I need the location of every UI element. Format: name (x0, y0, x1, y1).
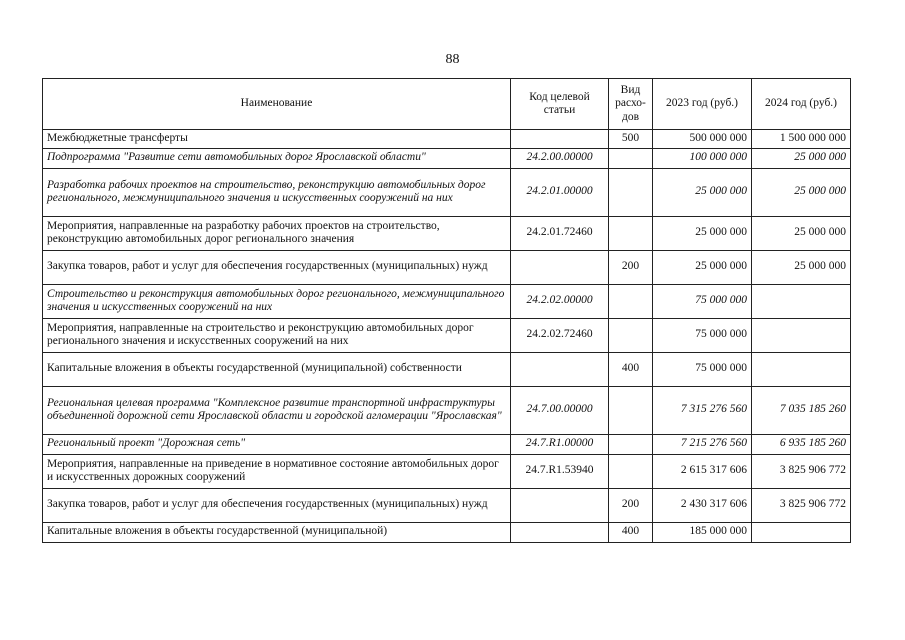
row-year-2024-cell (752, 352, 851, 386)
row-code-cell: 24.7.R1.53940 (511, 454, 609, 488)
row-name-cell: Мероприятия, направленные на строительство и реконструкцию автомобильных дорог регионального значения и искусственных сооружений на них (43, 318, 511, 352)
header-type: Вид расхо-дов (609, 79, 653, 130)
row-year-2024-cell (752, 522, 851, 542)
row-year-2023-cell: 2 615 317 606 (653, 454, 752, 488)
row-code-cell: 24.2.01.72460 (511, 216, 609, 250)
row-year-2023-cell: 185 000 000 (653, 522, 752, 542)
table-row (43, 434, 851, 454)
row-year-2023-cell: 75 000 000 (653, 318, 752, 352)
header-year-2023: 2023 год (руб.) (653, 79, 752, 130)
row-year-2024-cell: 25 000 000 (752, 148, 851, 168)
row-year-2023-cell: 7 215 276 560 (653, 434, 752, 454)
row-year-2024-cell (752, 284, 851, 318)
table-row (43, 522, 851, 542)
row-code-cell: 24.7.00.00000 (511, 386, 609, 434)
row-code-cell (511, 352, 609, 386)
row-year-2024-cell: 1 500 000 000 (752, 130, 851, 149)
row-year-2024-cell: 25 000 000 (752, 250, 851, 284)
table-row (43, 148, 851, 168)
budget-table (42, 78, 851, 543)
row-year-2023-cell: 75 000 000 (653, 284, 752, 318)
row-name-cell: Капитальные вложения в объекты государственной (муниципальной) (43, 522, 511, 542)
row-year-2023-cell: 75 000 000 (653, 352, 752, 386)
row-type-cell: 200 (609, 488, 653, 522)
row-year-2023-cell: 100 000 000 (653, 148, 752, 168)
row-year-2023-cell: 2 430 317 606 (653, 488, 752, 522)
row-type-cell (609, 148, 653, 168)
table-row (43, 168, 851, 216)
row-name-cell: Капитальные вложения в объекты государственной (муниципальной) собственности (43, 352, 511, 386)
row-type-cell: 400 (609, 352, 653, 386)
row-code-cell (511, 522, 609, 542)
row-year-2024-cell: 25 000 000 (752, 216, 851, 250)
row-name-cell: Закупка товаров, работ и услуг для обеспечения государственных (муниципальных) нужд (43, 250, 511, 284)
row-code-cell (511, 488, 609, 522)
row-type-cell: 500 (609, 130, 653, 149)
row-name-cell: Строительство и реконструкция автомобильных дорог регионального, межмуниципального значения и искусственных сооружений на них (43, 284, 511, 318)
row-type-cell (609, 284, 653, 318)
row-year-2023-cell: 25 000 000 (653, 168, 752, 216)
row-year-2023-cell: 25 000 000 (653, 216, 752, 250)
row-year-2024-cell (752, 318, 851, 352)
row-year-2024-cell: 3 825 906 772 (752, 454, 851, 488)
row-type-cell (609, 386, 653, 434)
row-type-cell (609, 318, 653, 352)
row-type-cell (609, 434, 653, 454)
row-name-cell: Межбюджетные трансферты (43, 130, 511, 149)
row-code-cell (511, 250, 609, 284)
table-row (43, 250, 851, 284)
row-name-cell: Подпрограмма "Развитие сети автомобильных дорог Ярославской области" (43, 148, 511, 168)
table-row (43, 284, 851, 318)
row-code-cell: 24.7.R1.00000 (511, 434, 609, 454)
table-row (43, 488, 851, 522)
row-year-2024-cell: 6 935 185 260 (752, 434, 851, 454)
row-type-cell: 200 (609, 250, 653, 284)
row-type-cell: 400 (609, 522, 653, 542)
row-year-2023-cell: 25 000 000 (653, 250, 752, 284)
row-type-cell (609, 216, 653, 250)
table-row (43, 352, 851, 386)
row-code-cell: 24.2.02.72460 (511, 318, 609, 352)
row-name-cell: Мероприятия, направленные на разработку рабочих проектов на строительство, реконструкцию автомобильных дорог регионального значения (43, 216, 511, 250)
header-year-2024: 2024 год (руб.) (752, 79, 851, 130)
row-type-cell (609, 454, 653, 488)
table-row (43, 386, 851, 434)
table-row (43, 216, 851, 250)
row-year-2024-cell: 7 035 185 260 (752, 386, 851, 434)
row-code-cell: 24.2.02.00000 (511, 284, 609, 318)
page-number: 88 (445, 52, 460, 67)
table-header (43, 79, 851, 130)
row-year-2023-cell: 500 000 000 (653, 130, 752, 149)
row-year-2023-cell: 7 315 276 560 (653, 386, 752, 434)
table-row (43, 130, 851, 149)
row-type-cell (609, 168, 653, 216)
row-code-cell: 24.2.00.00000 (511, 148, 609, 168)
row-code-cell (511, 130, 609, 149)
table-row (43, 318, 851, 352)
header-name: Наименование (43, 79, 511, 130)
row-code-cell: 24.2.01.00000 (511, 168, 609, 216)
row-name-cell: Мероприятия, направленные на приведение в нормативное состояние автомобильных дорог и искусственных дорожных сооружений (43, 454, 511, 488)
table-body (43, 130, 851, 543)
header-code: Код целевой статьи (511, 79, 609, 130)
row-name-cell: Разработка рабочих проектов на строительство, реконструкцию автомобильных дорог регионального, межмуниципального значения и искусственных сооружений на них (43, 168, 511, 216)
row-name-cell: Закупка товаров, работ и услуг для обеспечения государственных (муниципальных) нужд (43, 488, 511, 522)
row-year-2024-cell: 3 825 906 772 (752, 488, 851, 522)
table-row (43, 454, 851, 488)
row-name-cell: Региональный проект "Дорожная сеть" (43, 434, 511, 454)
row-name-cell: Региональная целевая программа "Комплексное развитие транспортной инфраструктуры объединенной дорожной сети Ярославской области и городской агломерации "Ярославская" (43, 386, 511, 434)
row-year-2024-cell: 25 000 000 (752, 168, 851, 216)
